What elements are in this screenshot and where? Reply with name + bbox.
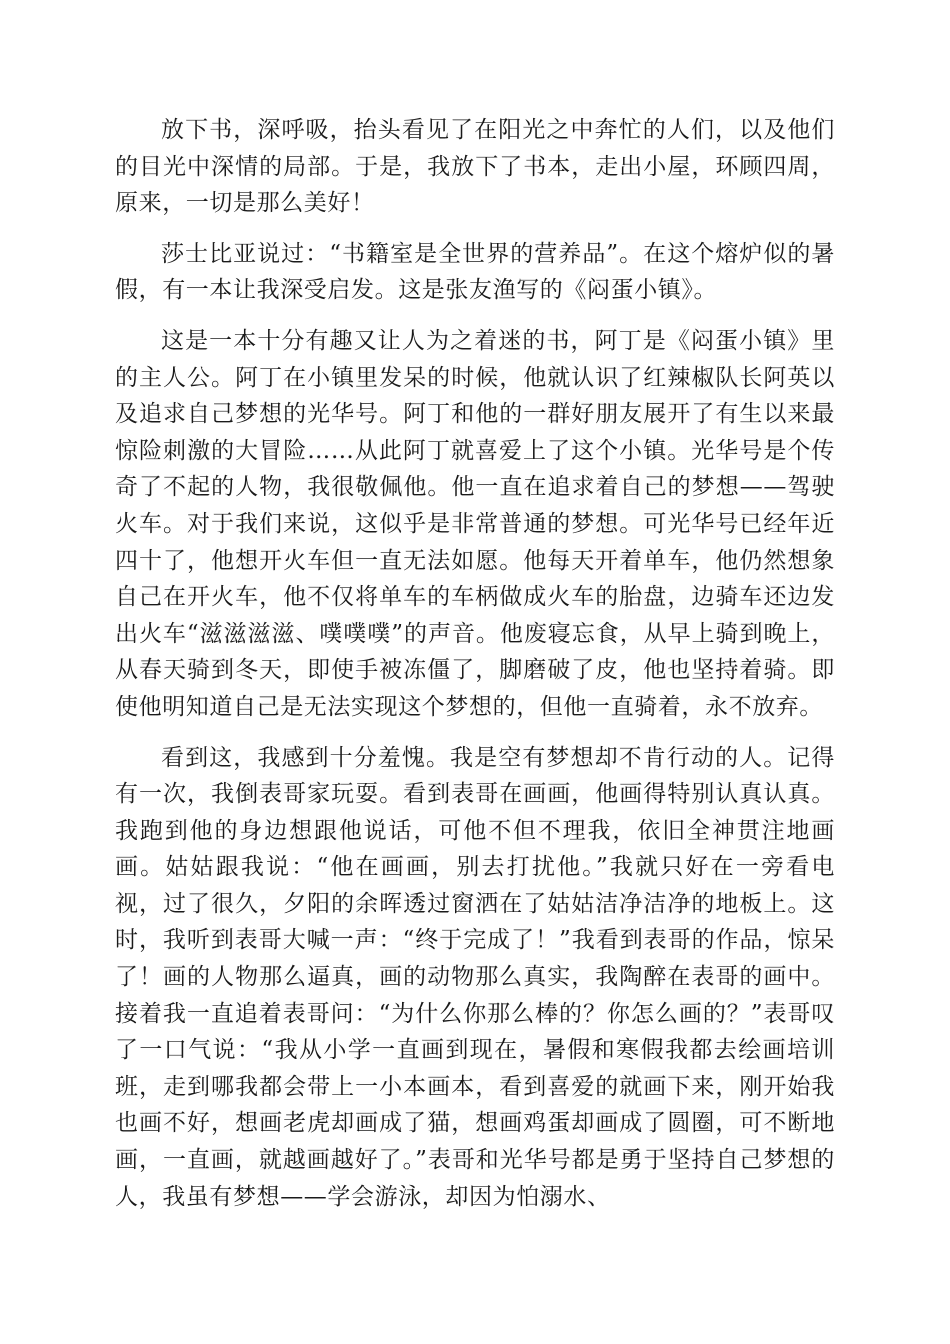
document-page	[115, 112, 835, 1229]
paragraph: 看到这，我感到十分羞愧。我是空有梦想却不肯行动的人。记得有一次，我倒表哥家玩耍。看到表哥在画画，他画得特别认真认真。我跑到他的身边想跟他说话，可他不但不理我，依旧全神贯注地画画。姑姑跟我说：“他在画画，别去打扰他。”我就只好在一旁看电视，过了很久，夕阳的余晖透过窗洒在了姑姑洁净洁净的地板上。这时，我听到表哥大喊一声：“终于完成了！”我看到表哥的作品，惊呆了！画的人物那么逼真，画的动物那么真实，我陶醉在表哥的画中。接着我一直追着表哥问：“为什么你那么棒的？你怎么画的？”表哥叹了一口气说：“我从小学一直画到现在，暑假和寒假我都去绘画培训班，走到哪我都会带上一小本画本，看到喜爱的就画下来，刚开始我也画不好，想画老虎却画成了猫，想画鸡蛋却画成了圆圈，可不断地画，一直画，就越画越好了。”表哥和光华号都是勇于坚持自己梦想的人，我虽有梦想——学会游泳，却因为怕溺水、	[115, 744, 835, 1210]
paragraph: 放下书，深呼吸，抬头看见了在阳光之中奔忙的人们，以及他们的目光中深情的局部。于是，我放下了书本，走出小屋，环顾四周，原来，一切是那么美好！	[115, 117, 835, 217]
paragraph: 莎士比亚说过：“书籍室是全世界的营养品”。在这个熔炉似的暑假，有一本让我深受启发。这是张友渔写的《闷蛋小镇》。	[115, 240, 835, 304]
paragraph: 这是一本十分有趣又让人为之着迷的书，阿丁是《闷蛋小镇》里的主人公。阿丁在小镇里发呆的时候，他就认识了红辣椒队长阿英以及追求自己梦想的光华号。阿丁和他的一群好朋友展开了有生以来最惊险刺激的大冒险……从此阿丁就喜爱上了这个小镇。光华号是个传奇了不起的人物，我很敬佩他。他一直在追求着自己的梦想——驾驶火车。对于我们来说，这似乎是非常普通的梦想。可光华号已经年近四十了，他想开火车但一直无法如愿。他每天开着单车，他仍然想象自己在开火车，他不仅将单车的车柄做成火车的胎盘，边骑车还边发出火车“滋滋滋滋、噗噗噗”的声音。他废寝忘食，从早上骑到晚上，从春天骑到冬天，即使手被冻僵了，脚磨破了皮，他也坚持着骑。即使他明知道自己是无法实现这个梦想的，但他一直骑着，永不放弃。	[115, 327, 835, 720]
